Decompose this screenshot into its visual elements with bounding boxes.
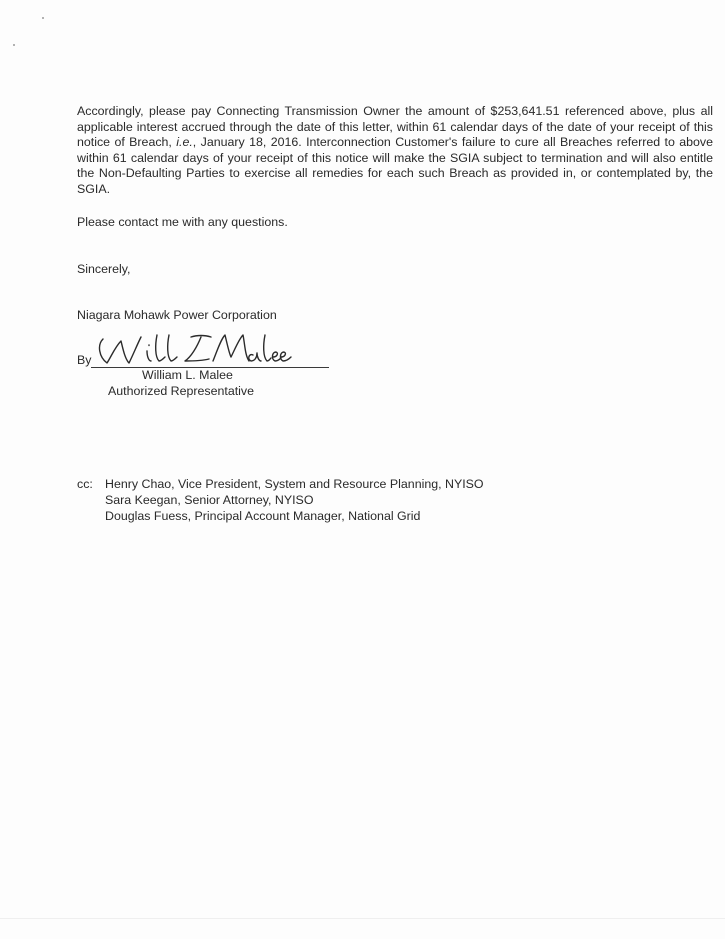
- page-bottom-edge: [0, 918, 725, 919]
- cc-recipient: Sara Keegan, Senior Attorney, NYISO: [105, 492, 314, 507]
- letter-body: [77, 104, 713, 198]
- signature-block: [77, 337, 377, 407]
- company-name: Niagara Mohawk Power Corporation: [77, 308, 277, 322]
- ie-abbreviation: i.e.: [176, 135, 193, 150]
- signer-title: Authorized Representative: [108, 384, 255, 398]
- cc-label: cc:: [77, 477, 93, 491]
- cc-recipient: Henry Chao, Vice President, System and Resource Planning, NYISO: [105, 477, 484, 491]
- payment-paragraph-part-1: Accordingly, please pay Connecting Transmission Owner the amount of $253,641.51 referenced above, plus all applicable interest accrued through the date of this letter, within 61 calendar days of the date of your receipt of this notice of Breach,: [77, 104, 713, 150]
- payment-paragraph-part-2: , January 18, 2016. Interconnection Customer's failure to cure all Breaches referred to above within 61 calendar days of your receipt of this notice will make the SGIA subject to termination and will also entitle the Non-Defaulting Parties to exercise all remedies for each such Breach as provided in, or contemplated by, the SGIA.: [77, 135, 713, 196]
- cc-recipient-list: [105, 477, 484, 524]
- contact-paragraph: Please contact me with any questions.: [77, 215, 288, 229]
- by-label: By: [77, 353, 92, 367]
- payment-paragraph: [77, 104, 713, 198]
- scan-speck: [13, 44, 15, 46]
- signer-name: William L. Malee: [142, 368, 233, 382]
- closing-salutation: Sincerely,: [77, 262, 131, 276]
- handwritten-signature: [93, 331, 293, 371]
- cc-recipient: Douglas Fuess, Principal Account Manager, National Grid: [105, 508, 421, 523]
- scan-speck: [42, 17, 44, 19]
